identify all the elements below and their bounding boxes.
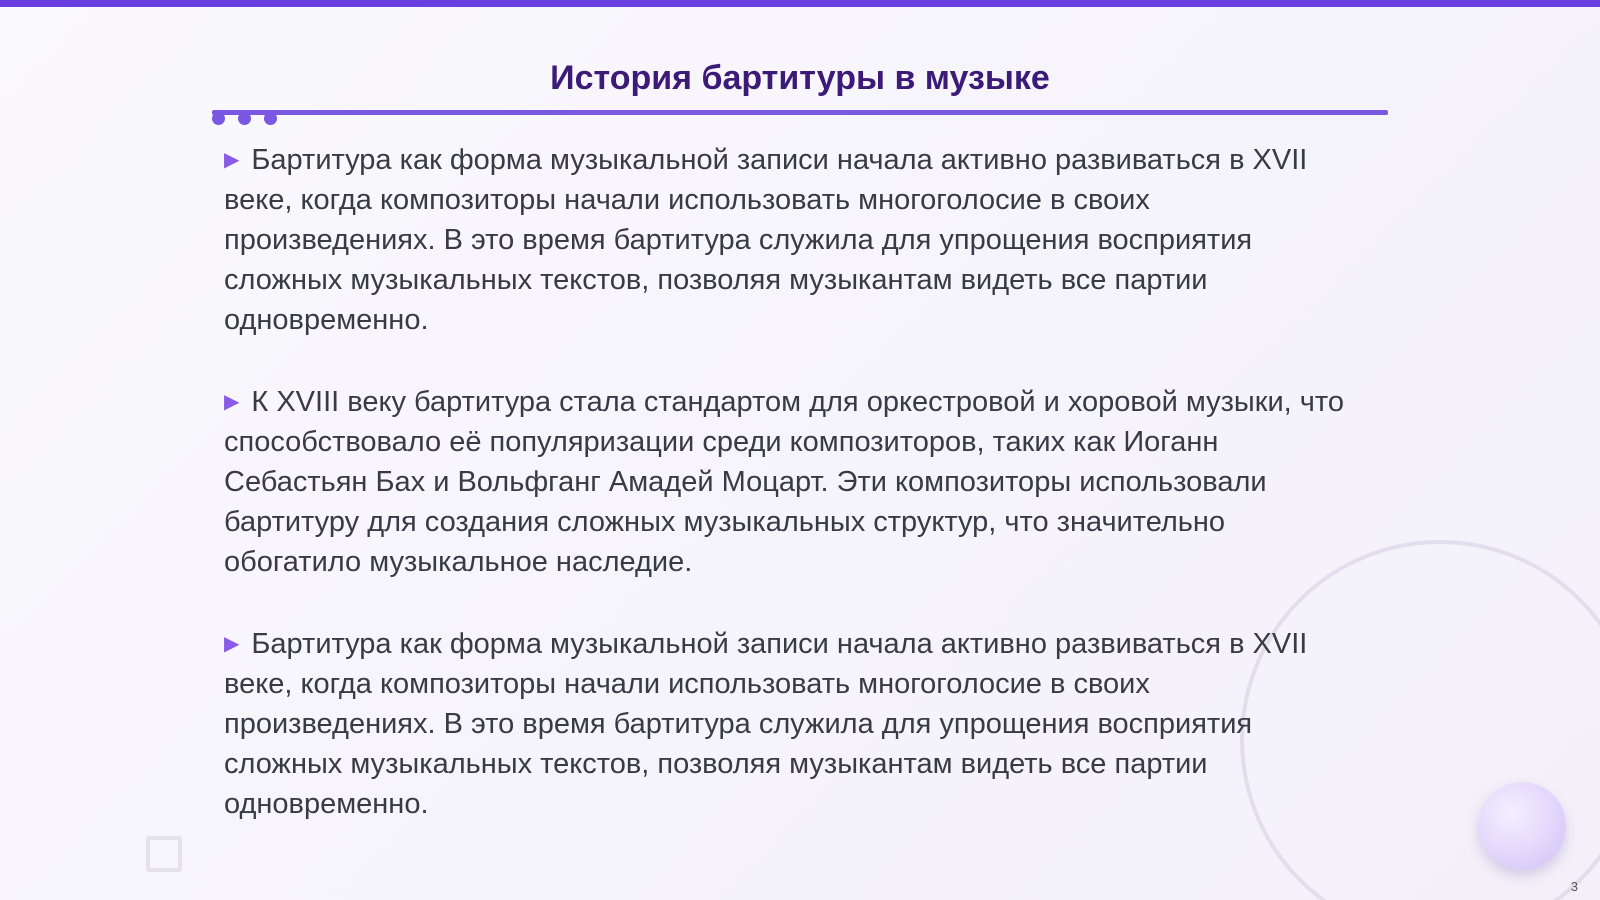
bullet-text: Бартитура как форма музыкальной записи начала активно развиваться в XVII веке, когда композиторы начали использовать многоголосие в своих произведениях. В это время бартитура служила для упрощения восприятия сложных музыкальных текстов, позволяя музыкантам видеть все партии одновременно. [224, 628, 1308, 820]
page-number: 3 [1570, 879, 1578, 894]
top-accent-bar [0, 0, 1600, 7]
triangle-bullet-icon: ▶ [224, 391, 240, 413]
triangle-bullet-icon: ▶ [224, 149, 240, 171]
slide-title: История бартитуры в музыке [550, 59, 1050, 97]
decorative-square [146, 836, 182, 872]
underline-dot [212, 112, 225, 125]
title-underline [212, 110, 1388, 115]
bullet-text: К XVIII веку бартитура стала стандартом для оркестровой и хоровой музыки, что способствовало её популяризации среди композиторов, таких как Иоганн Себастьян Бах и Вольфганг Амадей Моцарт. Эти композиторы использовали бартитуру для создания сложных музыкальных структур, что значительно обогатило музыкальное наследие. [224, 386, 1344, 578]
bullet-text: Бартитура как форма музыкальной записи начала активно развиваться в XVII веке, когда композиторы начали использовать многоголосие в своих произведениях. В это время бартитура служила для упрощения восприятия сложных музыкальных текстов, позволяя музыкантам видеть все партии одновременно. [224, 144, 1308, 336]
bullet-item [224, 140, 1364, 340]
bullet-item [224, 624, 1364, 824]
decorative-sphere [1478, 782, 1566, 870]
underline-dot [264, 112, 277, 125]
bullet-item [224, 382, 1364, 582]
triangle-bullet-icon: ▶ [224, 633, 240, 655]
underline-dot [238, 112, 251, 125]
